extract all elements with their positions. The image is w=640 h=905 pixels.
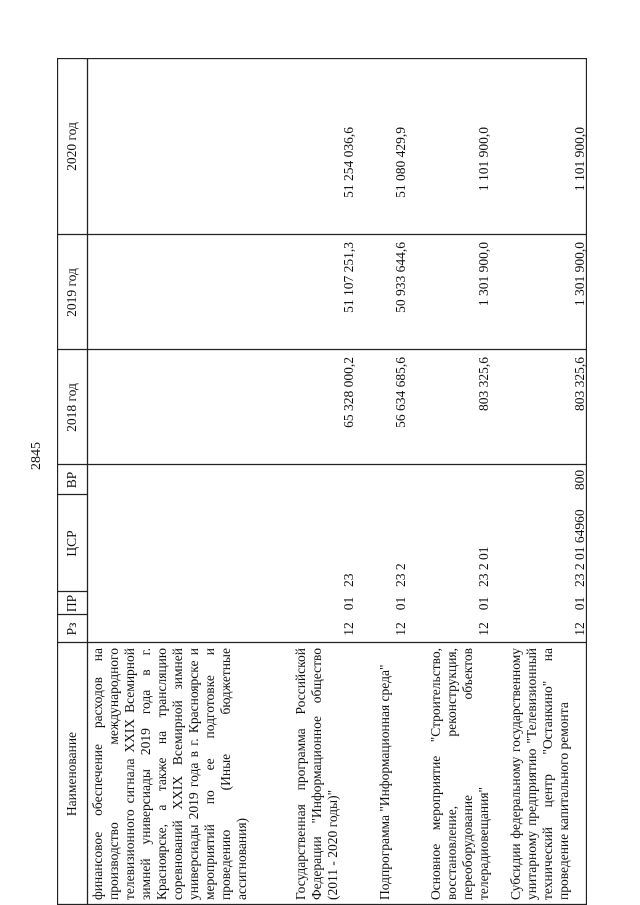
table-row-name: финансовое обеспечение расходов на производство международного телевизионного сигнала XXIX Всемирной зимней универсиады 2019 года в г. Красноярске, а также на трансляцию соревнований XXIX Всемирной зимней универсиады 2019 года в г. Красноярске и мероприятий по ее подготовке и проведению (Иные бюджетные ассигнования) — [90, 648, 249, 900]
table-row-csr: 23 2 01 64960 — [572, 509, 587, 587]
table-row-2020: 1 101 900,0 — [476, 127, 491, 192]
header-csr: ЦСР — [64, 530, 79, 557]
table-row-2018: 56 634 685,6 — [393, 357, 408, 428]
table-row-2020: 51 254 036,6 — [341, 127, 356, 198]
table-row-name: Государственная программа Российской Федерации "Информационное общество (2011 - 2020 годы)" — [293, 648, 340, 900]
table-row-csr: 23 2 — [393, 563, 408, 587]
table-row-2020: 51 080 429,9 — [393, 127, 408, 198]
header-rz: Рз — [64, 622, 79, 636]
table-row-2019: 1 301 900,0 — [476, 242, 491, 307]
table-row-rz: 12 — [341, 622, 356, 636]
table-row-csr: 23 — [341, 573, 356, 587]
table-row-pr: 01 — [393, 596, 408, 611]
table-row-2019: 51 107 251,3 — [341, 242, 356, 313]
table-row-pr: 01 — [476, 596, 491, 611]
table-row-2018: 803 325,6 — [476, 357, 491, 411]
header-name: Наименование — [64, 731, 79, 817]
table-row-2019: 1 301 900,0 — [572, 242, 587, 307]
header-2018: 2018 год — [64, 383, 79, 432]
table-row-2019: 50 933 644,6 — [393, 242, 408, 313]
header-pr: ПР — [64, 594, 79, 613]
table-row-rz: 12 — [393, 622, 408, 636]
table-row-rz: 12 — [572, 622, 587, 636]
header-vr: ВР — [64, 471, 79, 489]
budget-table — [57, 58, 587, 905]
table-row-vr: 800 — [572, 469, 587, 491]
table-row-rz: 12 — [476, 622, 491, 636]
page-number: 2845 — [29, 442, 44, 470]
table-row-name: Подпрограмма "Информационная среда" — [377, 664, 392, 900]
table-row-name: Субсидии федеральному государственному унитарному предприятию "Телевизионный технический центр "Останкино" на проведение капитального ремонта — [508, 648, 571, 900]
table-row-pr: 01 — [572, 596, 587, 611]
table-row-2020: 1 101 900,0 — [572, 127, 587, 192]
table-row-pr: 01 — [341, 596, 356, 611]
header-2020: 2020 год — [64, 122, 79, 171]
table-row-2018: 65 328 000,2 — [341, 357, 356, 428]
table-row-name: Основное мероприятие "Строительство, восстановление, реконструкция, переоборудование объектов телерадиовещания" — [428, 648, 491, 900]
table-row-csr: 23 2 01 — [476, 546, 491, 587]
header-2019: 2019 год — [64, 268, 79, 317]
table-row-2018: 803 325,6 — [572, 357, 587, 411]
